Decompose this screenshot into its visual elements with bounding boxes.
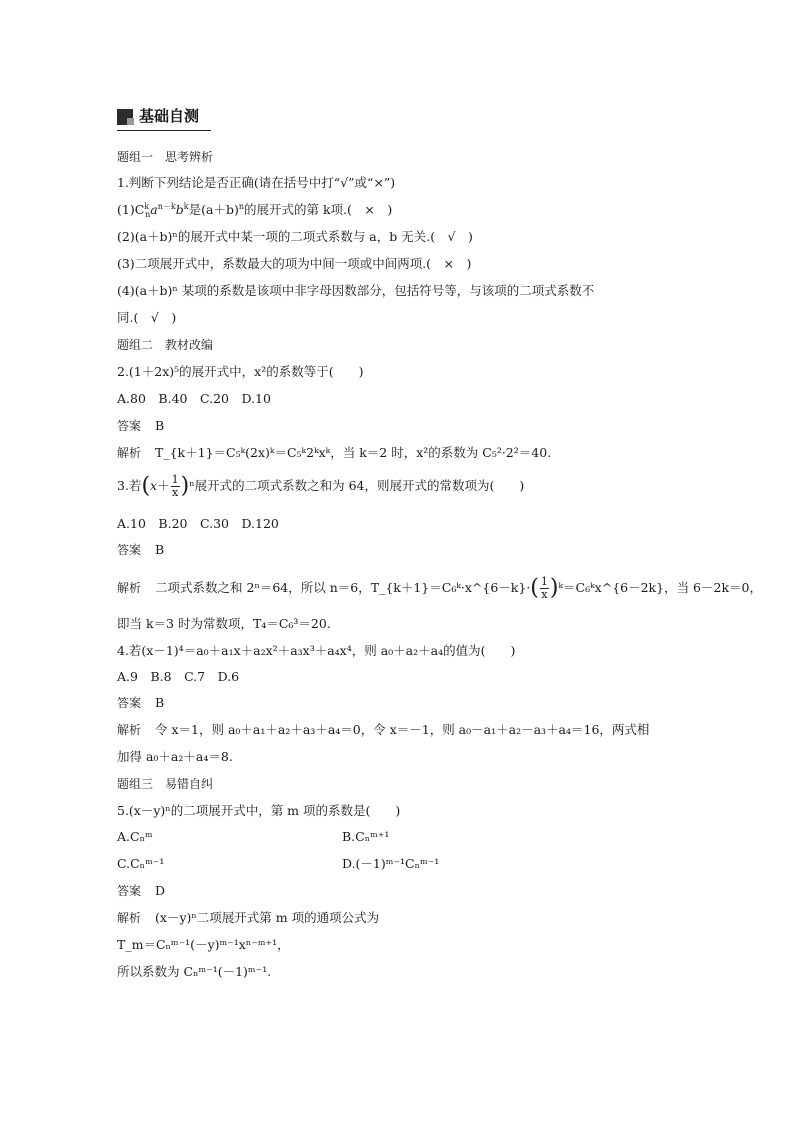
group-heading-1: 题组一 思考辨析 [117,150,214,164]
q2-answer: 答案 B [117,418,165,433]
q5-option-c: C.Cₙᵐ⁻¹ [117,856,165,871]
group-heading-2: 题组二 教材改编 [117,338,214,352]
q3-analysis-line2: 即当 k＝3 时为常数项，T₄＝C₆³＝20. [117,616,331,631]
q1-item1: $(1)C^k_na^{n-k}b^k$是$(a+b)^n$的展开式的第 k项.( × ) [117,202,393,219]
q4-answer: 答案 B [117,695,165,710]
q4-analysis-line1: 解析 令 x＝1，则 a₀＋a₁＋a₂＋a₃＋a₄＝0，令 x＝－1，则 a₀－a₁＋a₂－a₃＋a₄＝16，两式相 [117,722,650,737]
section-title: 基础自测 [139,107,200,125]
section-icon-accent [127,118,134,125]
q3-stem: 3.若(x＋ $\frac{1}{x}$ )ⁿ展开式的二项式系数之和为 64，则展开式的常数项为( ) [117,473,525,499]
q1-stem: 1.判断下列结论是否正确(请在括号中打“√”或“×”) [117,175,396,190]
q5-analysis-line1: 解析 (x－y)ⁿ二项展开式第 m 项的通项公式为 [117,910,380,925]
q5-analysis-line2: T_m＝Cₙᵐ⁻¹(－y)ᵐ⁻¹xⁿ⁻ᵐ⁺¹， [117,937,290,952]
q5-analysis-line3: 所以系数为 Cₙᵐ⁻¹(－1)ᵐ⁻¹. [117,964,272,979]
q5-stem: 5.(x－y)ⁿ的二项展开式中，第 m 项的系数是( ) [117,803,401,818]
q4-stem: 4.若(x－1)⁴＝a₀＋a₁x＋a₂x²＋a₃x³＋a₄x⁴，则 a₀＋a₂＋a₄的值为( ) [117,643,516,658]
q2-options: A.80 B.40 C.20 D.10 [117,391,271,406]
q5-option-a: A.Cₙᵐ [117,829,153,844]
q5-option-b: B.Cₙᵐ⁺¹ [342,829,390,844]
q3-answer: 答案 B [117,542,165,557]
fraction-1-over-x: $\frac{1}{x}$ [171,473,179,499]
q4-analysis-line2: 加得 a₀＋a₂＋a₄＝8. [117,749,233,764]
fraction-1-over-x-2: $\frac{1}{x}$ [540,575,548,601]
q2-analysis: 解析 T_{k＋1}＝C₅ᵏ(2x)ᵏ＝C₅ᵏ2ᵏxᵏ，当 k＝2 时，x²的系数为 C₅²·2²＝40. [117,445,552,460]
q1-item4-line1: (4)(a＋b)ⁿ 某项的系数是该项中非字母因数部分，包括符号等，与该项的二项式系数不 [117,283,595,298]
q2-stem: 2.(1＋2x)⁵的展开式中，x²的系数等于( ) [117,364,364,379]
q3-options: A.10 B.20 C.30 D.120 [117,516,279,531]
q4-options: A.9 B.8 C.7 D.6 [117,669,240,684]
section-header [117,106,211,131]
q5-option-d: D.(－1)ᵐ⁻¹Cₙᵐ⁻¹ [342,856,440,871]
group-heading-3: 题组三 易错自纠 [117,777,214,791]
q1-item3: (3)二项展开式中，系数最大的项为中间一项或中间两项.( × ) [117,256,472,271]
q1-item4-line2: 同.( √ ) [117,310,177,325]
q3-analysis-line1: 解析 二项式系数之和 2ⁿ＝64，所以 n＝6，T_{k＋1}＝C₆ᵏ·x^{6－k}·( $\frac{1}{x}$ )ᵏ＝C₆ᵏx^{6－2k}，当 6－2k＝0， [117,575,762,601]
q5-answer: 答案 D [117,883,166,898]
q1-item2: (2)(a＋b)ⁿ的展开式中某一项的二项式系数与 a，b 无关.( √ ) [117,229,473,244]
